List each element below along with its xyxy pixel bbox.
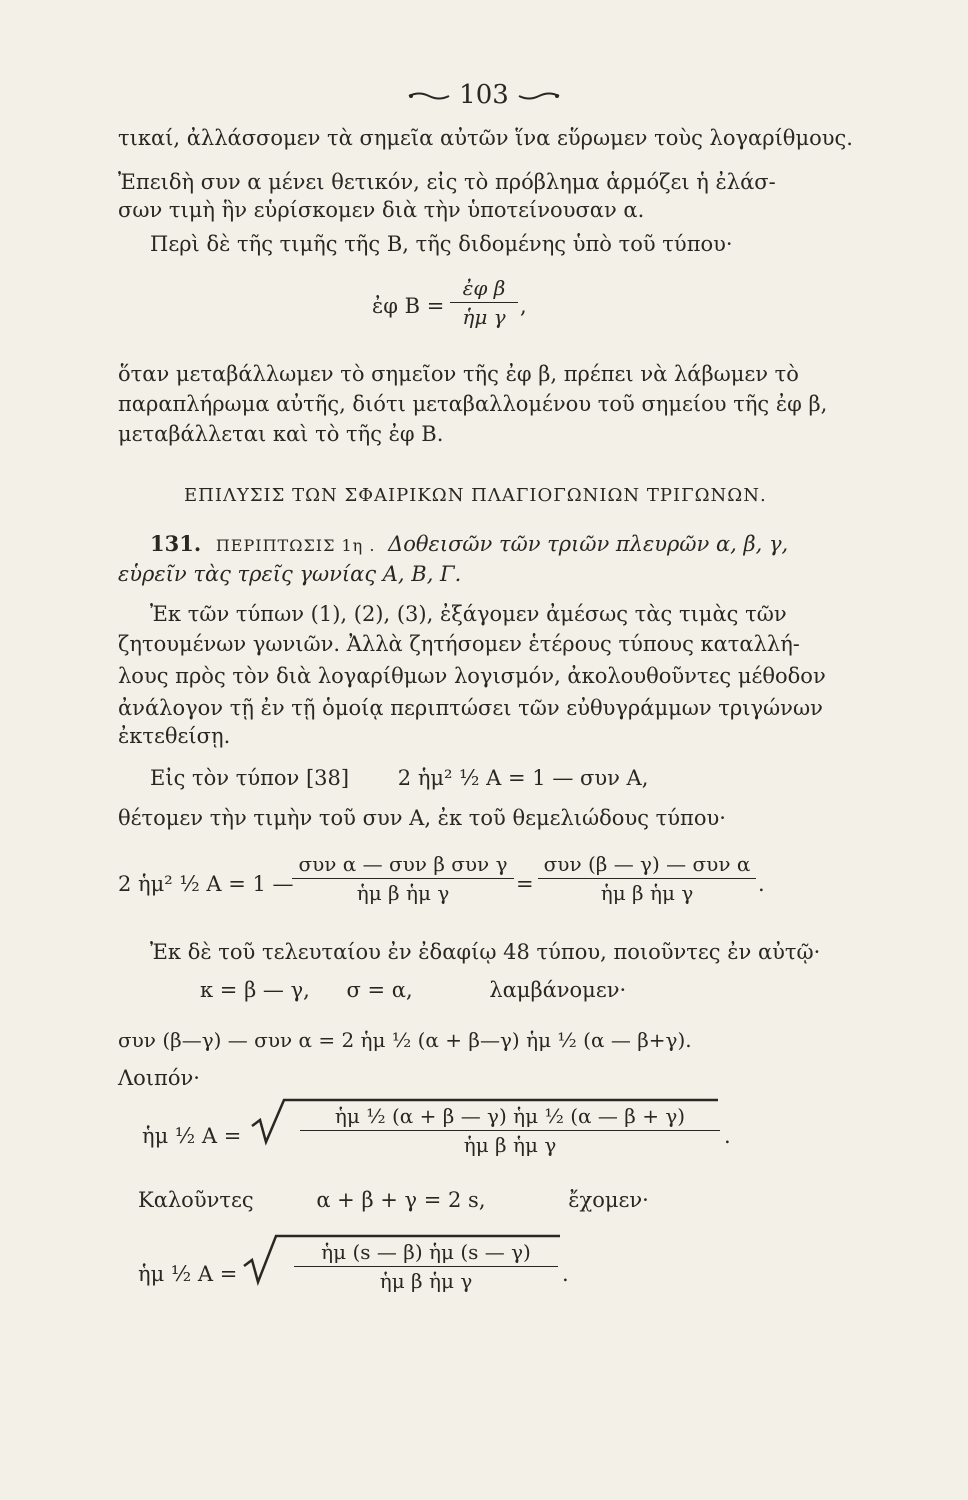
text-line-9: εὑρεῖν τὰς τρεῖς γωνίας Α, Β, Γ. — [118, 562, 462, 586]
substitution-s: σ = α, — [346, 978, 413, 1002]
text-line-17: Ἐκ δὲ τοῦ τελευταίου ἐν ἐδαφίῳ 48 τύπου, ποιοῦντες ἐν αὐτῷ· — [150, 940, 821, 964]
ornament-left-icon — [407, 91, 451, 101]
equation-4-tail: . — [562, 1262, 569, 1286]
text-line-7: μεταβάλλεται καὶ τὸ τῆς ἐφ Β. — [118, 422, 444, 446]
equation-2-numerator-2: συν (β — γ) — συν α — [543, 852, 751, 876]
equation-4-numerator: ἡμ (s — β) ἡμ (s — γ) — [321, 1240, 531, 1264]
text-line-3: σων τιμὴ ἣν εὑρίσκομεν διὰ τὴν ὑποτείνουσαν α. — [118, 198, 645, 222]
have-word: ἔχομεν· — [568, 1188, 649, 1212]
equation-2-denominator-1: ἡμ β ἡμ γ — [292, 878, 514, 905]
equation-3-numerator: ἡμ ½ (α + β — γ) ἡμ ½ (α — β + γ) — [334, 1104, 686, 1128]
equation-2-fraction-2 — [538, 852, 756, 905]
text-line-4: Περὶ δὲ τῆς τιμῆς τῆς Β, τῆς διδομένης ὑπὸ τοῦ τύπου· — [150, 232, 733, 256]
section-number: 131. — [150, 531, 202, 556]
page-number: 103 — [459, 80, 509, 110]
text-line-12: λους πρὸς τὸν διὰ λογαρίθμων λογισμόν, ἀκολουθοῦντες μέθοδον — [118, 664, 826, 688]
equation-4-lhs: ἡμ ½ Α = — [138, 1262, 238, 1286]
equation-2-equals: = — [516, 872, 534, 896]
text-line-1: τικαί, ἀλλάσσομεν τὰ σημεῖα αὐτῶν ἵνα εὕρωμεν τοὺς λογαρίθμους. — [118, 126, 853, 150]
formula-38: 2 ἡμ² ½ Α = 1 — συν Α, — [397, 766, 649, 790]
equation-2-denominator-2: ἡμ β ἡμ γ — [538, 878, 756, 905]
equation-3-fraction — [300, 1104, 720, 1157]
text-line-13: ἀνάλογον τῇ ἐν τῇ ὁμοίᾳ περιπτώσει τῶν εὐθυγράμμων τριγώνων — [118, 696, 823, 720]
problem-statement: Δοθεισῶν τῶν τριῶν πλευρῶν α, β, γ, — [388, 532, 789, 556]
equation-3-tail: . — [724, 1124, 731, 1148]
semiperimeter-definition: α + β + γ = 2 s, — [316, 1188, 486, 1212]
equation-1-denominator: ἡμ γ — [450, 302, 518, 329]
text-line-21 — [138, 1186, 778, 1214]
text-line-2: Ἐπειδὴ συν α μένει θετικόν, εἰς τὸ πρόβλημα ἁρμόζει ἡ ἐλάσ- — [118, 170, 776, 194]
text-line-10: Ἐκ τῶν τύπων (1), (2), (3), ἐξάγομεν ἀμέσως τὰς τιμὰς τῶν — [150, 602, 787, 626]
text-line-16: θέτομεν τὴν τιμὴν τοῦ συν Α, ἐκ τοῦ θεμελιώδους τύπου· — [118, 806, 726, 830]
receive-word: λαμβάνομεν· — [489, 978, 627, 1002]
ornament-right-icon — [517, 91, 561, 101]
equation-2-fraction-1 — [292, 852, 514, 905]
page-header — [0, 80, 968, 110]
equation-3-denominator: ἡμ β ἡμ γ — [300, 1130, 720, 1157]
equation-4-denominator: ἡμ β ἡμ γ — [294, 1266, 558, 1293]
equation-3-lhs: ἡμ ½ Α = — [142, 1124, 242, 1148]
problem-title — [150, 530, 790, 560]
formula-reference: Εἰς τὸν τύπον [38] — [150, 766, 350, 790]
equation-4-fraction — [294, 1240, 558, 1293]
text-line-15 — [150, 764, 790, 792]
text-line-14: ἐκτεθείσῃ. — [118, 724, 231, 748]
calling-word: Καλοῦντες — [138, 1188, 254, 1212]
equation-1-tail: , — [520, 294, 527, 318]
text-line-11: ζητουμένων γωνιῶν. Ἀλλὰ ζητήσομεν ἑτέρους τύπους καταλλή- — [118, 632, 800, 656]
equation-2-numerator-1: συν α — συν β συν γ — [298, 852, 508, 876]
text-line-6: παραπλήρωμα αὐτῆς, διότι μεταβαλλομένου τοῦ σημείου τῆς ἐφ β, — [118, 392, 828, 416]
case-label: ΠΕΡΙΠΤΩΣΙΣ 1η . — [215, 536, 376, 555]
text-line-5: ὅταν μεταβάλλωμεν τὸ σημεῖον τῆς ἐφ β, πρέπει νὰ λάβωμεν τὸ — [118, 362, 799, 386]
equation-2-tail: . — [758, 872, 765, 896]
equation-1-lhs: ἐφ Β = — [372, 294, 445, 318]
text-line-18 — [200, 976, 840, 1004]
text-line-19: συν (β—γ) — συν α = 2 ἡμ ½ (α + β—γ) ἡμ ½ (α — β+γ). — [118, 1028, 692, 1052]
equation-1-numerator: ἐφ β — [462, 276, 506, 300]
equation-1-fraction — [450, 276, 518, 329]
text-line-20: Λοιπόν· — [118, 1066, 200, 1090]
substitution-k: κ = β — γ, — [200, 978, 310, 1002]
section-heading: ΕΠΙΛΥΣΙΣ ΤΩΝ ΣΦΑΙΡΙΚΩΝ ΠΛΑΓΙΟΓΩΝΙΩΝ ΤΡΙΓΩΝΩΝ. — [184, 485, 767, 506]
equation-2-lhs: 2 ἡμ² ½ Α = 1 — — [118, 872, 294, 896]
